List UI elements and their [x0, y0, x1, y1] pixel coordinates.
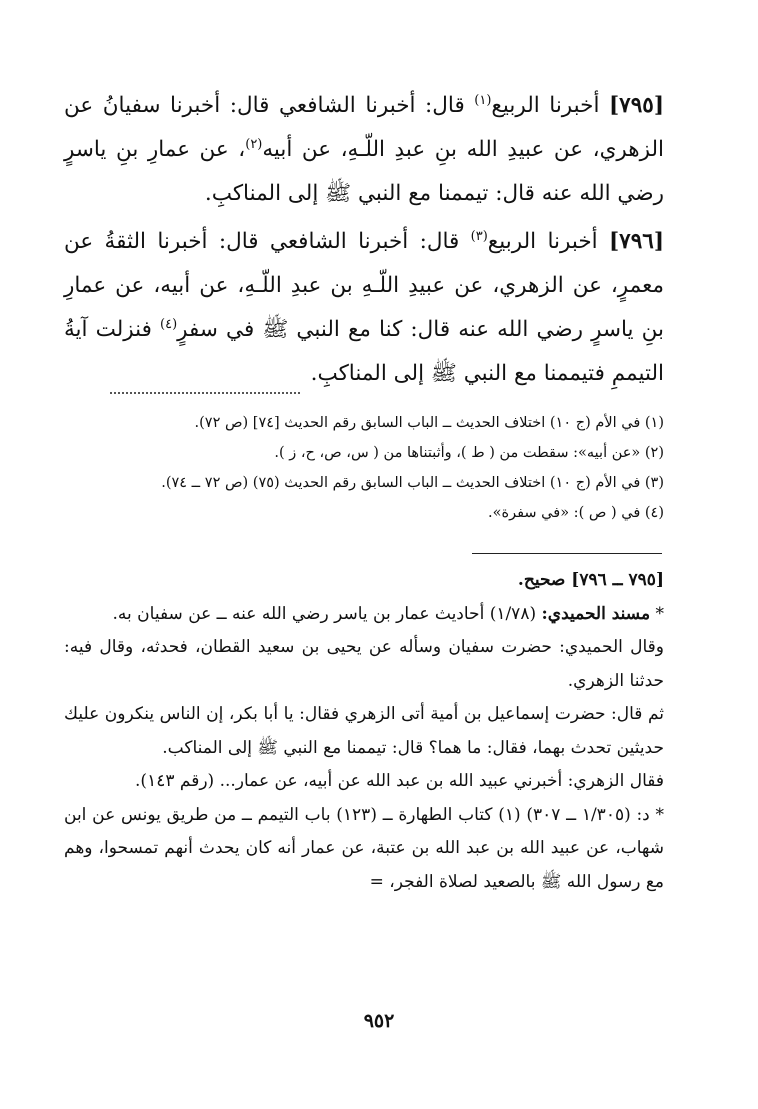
footnotes [100, 408, 664, 528]
takhrij-paragraph [64, 598, 664, 632]
footnote-ref[interactable]: (٤) [160, 316, 178, 332]
hadith-text-part: أخبرنا الربيع [487, 229, 609, 254]
hadith-number: [٧٩٥] [608, 93, 665, 118]
takhrij-paragraph [64, 631, 664, 698]
hadith-number: [٧٩٦] [608, 229, 664, 254]
takhrij-text: ثم قال: حضرت إسماعيل بن أمية أتى الزهري فقال: يا أبا بكر، إن الناس ينكرون عليك حديثين تحدث بهما، فقال: ما هما؟ قال: تيممنا مع النبي ﷺ إلى المناكب. [64, 704, 664, 758]
takhrij-text: وقال الحميدي: حضرت سفيان وسأله عن يحيى بن سعيد القطان، فحدثه، وقال فيه: حدثنا الزهري. [64, 637, 664, 691]
takhrij-section [64, 564, 664, 899]
footnote-ref[interactable]: (٣) [470, 228, 488, 244]
takhrij-heading: [٧٩٥ ــ ٧٩٦] صحيح. [517, 570, 664, 590]
takhrij-paragraph [64, 799, 664, 900]
takhrij-paragraph [64, 765, 664, 799]
footnote: (٤) في ( ص ): «في سفرة». [488, 505, 664, 521]
source-name: مسند الحميدي: [541, 603, 651, 624]
hadith-text-part: قال: أخبرنا الشافعي قال: أخبرنا الثقةُ عن معمرٍ، عن الزهري، عن عبيدِ اللّـهِ بن عبدِ اللّـهِ، عن أبيه، عن عمارِ بنِ ياسرٍ رضي الله عنه قال: كنا مع النبي ﷺ في سفرٍ [64, 229, 665, 342]
footnote-ref[interactable]: (١) [474, 92, 492, 108]
hadith-text-part: فنزلت آيةُ التيممِ فتيممنا مع النبي ﷺ إلى المناكبِ. [64, 317, 664, 386]
hadith-text [64, 84, 664, 400]
hadith-text-part: ، عن عمارِ بنِ ياسرٍ رضي الله عنه قال: تيممنا مع النبي ﷺ إلى المناكبِ. [64, 137, 664, 206]
takhrij-text: د: (١/٣٠٥ ــ ٣٠٧) (١) كتاب الطهارة ــ (١٢٣) باب التيمم ــ من طريق يونس عن ابن شهاب، عن عبيد الله بن عبد الله بن عتبة، عن عمار أنه كان يحدث أنهم تمسحوا، وهم مع رسول الله ﷺ بالصعيد لصلاة الفجر، = [64, 804, 664, 892]
hadith-text-part: أخبرنا الربيع [491, 93, 609, 118]
takhrij-text: فقال الزهري: أخبرني عبيد الله بن عبد الله عن أبيه، عن عمار... (رقم ١٤٣). [135, 771, 664, 791]
hadith-796 [64, 220, 664, 396]
page-number: ٩٥٢ [363, 1010, 395, 1032]
takhrij-paragraph [64, 698, 664, 765]
footnote: (١) في الأم (ج ١٠) اختلاف الحديث ــ الباب السابق رقم الحديث [٧٤] (ص ٧٢). [194, 415, 664, 431]
hadith-795 [64, 84, 664, 216]
footnote-ref[interactable]: (٢) [245, 136, 263, 152]
footnote: (٣) في الأم (ج ١٠) اختلاف الحديث ــ الباب السابق رقم الحديث (٧٥) (ص ٧٢ ــ ٧٤). [161, 475, 664, 491]
hadith-text-part: قال: أخبرنا الشافعي قال: أخبرنا سفيانُ عن الزهري، عن عبيدِ الله بنِ عبدِ اللّـهِ، عن أبيه [64, 93, 664, 162]
footnote-divider [110, 392, 300, 394]
takhrij-divider [472, 553, 662, 554]
star-marker: * [649, 804, 664, 825]
star-marker: * [650, 603, 664, 624]
takhrij-text: (١/٧٨) أحاديث عمار بن ياسر رضي الله عنه ــ عن سفيان به. [112, 603, 542, 624]
footnote: (٢) «عن أبيه»: سقطت من ( ط )، وأثبتناها من ( س، ص، ح، ز ). [274, 445, 664, 461]
